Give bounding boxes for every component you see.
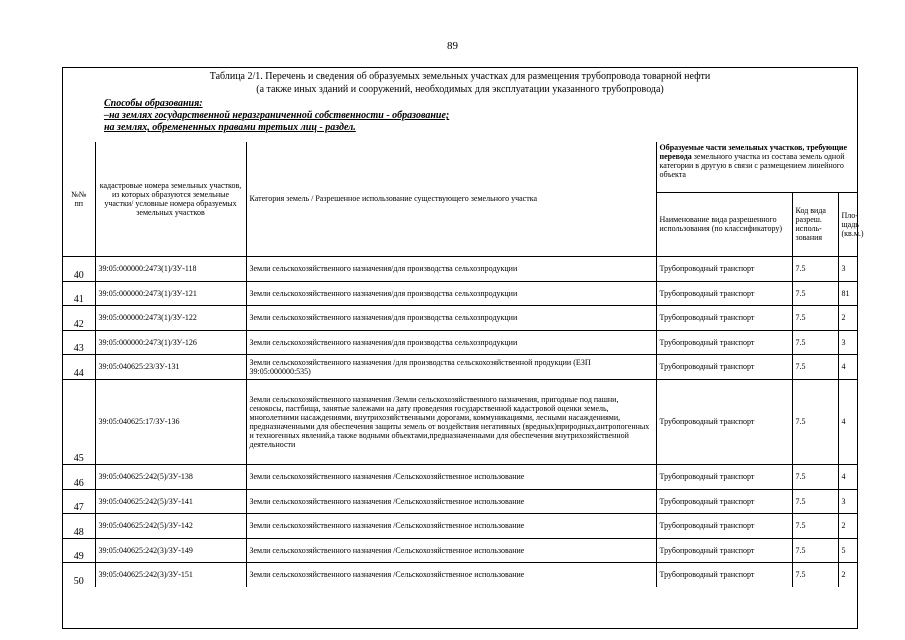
row-num: 44 <box>63 354 95 379</box>
methods-line-2: на землях, обремененных правами третьих лиц - раздел. <box>104 122 356 133</box>
row-num: 41 <box>63 281 95 305</box>
row-use-name: Трубопроводный транспорт <box>656 464 792 489</box>
table-title: Таблица 2/1. Перечень и сведения об образуемых земельных участках для размещения трубопровода товарной нефти <box>209 71 711 82</box>
row-use-name: Трубопроводный транспорт <box>656 281 792 305</box>
row-use-code: 7.5 <box>792 489 838 513</box>
row-category: Земли сельскохозяйственного назначения /Сельскохозяйственное использование <box>246 538 656 562</box>
row-area: 2 <box>838 562 857 587</box>
row-use-code: 7.5 <box>792 464 838 489</box>
table-row <box>63 513 857 538</box>
row-area: 3 <box>838 330 857 354</box>
row-num: 43 <box>63 330 95 354</box>
row-num: 45 <box>63 379 95 464</box>
table-row <box>63 256 857 281</box>
header-use-code: Код вида разреш. исполь-зования <box>792 192 838 256</box>
page-number: 89 <box>447 40 458 52</box>
row-area: 81 <box>838 281 857 305</box>
row-use-code: 7.5 <box>792 379 838 464</box>
row-category: Земли сельскохозяйственного назначения /Сельскохозяйственное использование <box>246 513 656 538</box>
land-plots-table <box>63 142 864 587</box>
row-use-name: Трубопроводный транспорт <box>656 489 792 513</box>
row-cadastral: 39:05:040625:242(5)/ЗУ-141 <box>95 489 246 513</box>
row-num: 49 <box>63 538 95 562</box>
header-use-name: Наименование вида разрешенного использования (по классификатору) <box>656 192 792 256</box>
row-category: Земли сельскохозяйственного назначения /Земли сельскохозяйственного назначения, пригодные под пашни, сенокосы, пастбища, занятые залежами на дату проведения государственной кадастровой оценки земель, многолетними насаждениями, внутрихозяйственными дорогами, коммуникациями, лесными насаждениями, предназначенными для обеспечения защиты земель от воздействия негативных (вредных)природных,антропогенных и техногенных явлений,а также водными объектами,предназначенными для обеспечения внутрихозяйственной деятельности <box>246 379 656 464</box>
row-num: 50 <box>63 562 95 587</box>
row-cadastral: 39:05:040625:242(5)/ЗУ-142 <box>95 513 246 538</box>
header-parts-rest: земельного участка из состава земель одной категории в другую в связи с размещением линейного объекта <box>659 152 845 179</box>
row-category: Земли сельскохозяйственного назначения /Сельскохозяйственное использование <box>246 489 656 513</box>
row-area: 4 <box>838 354 857 379</box>
table-row <box>63 489 857 513</box>
row-cadastral: 39:05:040625:242(5)/ЗУ-138 <box>95 464 246 489</box>
row-cadastral: 39:05:000000:2473(1)/ЗУ-118 <box>95 256 246 281</box>
methods-line-1: –на землях государственной неразграниченной собственности - образование; <box>104 110 450 121</box>
row-cadastral: 39:05:040625:17/ЗУ-136 <box>95 379 246 464</box>
row-use-code: 7.5 <box>792 281 838 305</box>
row-use-code: 7.5 <box>792 330 838 354</box>
row-use-name: Трубопроводный транспорт <box>656 538 792 562</box>
row-use-name: Трубопроводный транспорт <box>656 256 792 281</box>
table-frame <box>62 67 864 629</box>
header-row <box>63 142 857 192</box>
row-area: 3 <box>838 489 857 513</box>
row-category: Земли сельскохозяйственного назначения/для производства сельхозпродукции <box>246 281 656 305</box>
row-area: 2 <box>838 305 857 330</box>
header-parts-bold: Образуемые части земельных участков, требующие перевода <box>659 143 848 161</box>
row-cadastral: 39:05:040625:23/ЗУ-131 <box>95 354 246 379</box>
row-category: Земли сельскохозяйственного назначения /Сельскохозяйственное использование <box>246 562 656 587</box>
row-use-name: Трубопроводный транспорт <box>656 379 792 464</box>
table-row <box>63 281 857 305</box>
formation-methods <box>104 98 449 134</box>
methods-heading: Способы образования: <box>104 98 203 109</box>
row-use-code: 7.5 <box>792 538 838 562</box>
table-subtitle: (а также иных зданий и сооружений, необходимых для эксплуатации указанного трубопровода) <box>256 84 664 95</box>
header-cadastral: кадастровые номера земельных участков, из которых образуются земельные участки/ условные номера образуемых земельных участков <box>95 142 246 256</box>
row-num: 46 <box>63 464 95 489</box>
row-area: 2 <box>838 513 857 538</box>
row-area: 5 <box>838 538 857 562</box>
row-use-code: 7.5 <box>792 562 838 587</box>
table-row <box>63 330 857 354</box>
header-num: №№ пп <box>63 142 95 256</box>
row-cadastral: 39:05:040625:242(3)/ЗУ-149 <box>95 538 246 562</box>
row-use-name: Трубопроводный транспорт <box>656 305 792 330</box>
row-category: Земли сельскохозяйственного назначения /для производства сельскохозяйственной продукции (ЕЗП 39:05:000000:535) <box>246 354 656 379</box>
row-use-code: 7.5 <box>792 256 838 281</box>
row-use-code: 7.5 <box>792 354 838 379</box>
table-row <box>63 354 857 379</box>
row-num: 40 <box>63 256 95 281</box>
table-row <box>63 305 857 330</box>
header-parts <box>656 142 857 192</box>
row-cadastral: 39:05:000000:2473(1)/ЗУ-126 <box>95 330 246 354</box>
table-row <box>63 538 857 562</box>
row-cadastral: 39:05:040625:242(3)/ЗУ-151 <box>95 562 246 587</box>
row-use-code: 7.5 <box>792 305 838 330</box>
row-use-code: 7.5 <box>792 513 838 538</box>
row-use-name: Трубопроводный транспорт <box>656 562 792 587</box>
row-area: 4 <box>838 379 857 464</box>
row-num: 42 <box>63 305 95 330</box>
table-row <box>63 464 857 489</box>
row-category: Земли сельскохозяйственного назначения/для производства сельхозпродукции <box>246 256 656 281</box>
header-category: Категория земель / Разрешенное использование существующего земельного участка <box>246 142 656 256</box>
table-row <box>63 562 857 587</box>
row-use-name: Трубопроводный транспорт <box>656 330 792 354</box>
row-area: 3 <box>838 256 857 281</box>
row-category: Земли сельскохозяйственного назначения/для производства сельхозпродукции <box>246 330 656 354</box>
row-area: 4 <box>838 464 857 489</box>
row-cadastral: 39:05:000000:2473(1)/ЗУ-121 <box>95 281 246 305</box>
row-category: Земли сельскохозяйственного назначения/для производства сельхозпродукции <box>246 305 656 330</box>
row-cadastral: 39:05:000000:2473(1)/ЗУ-122 <box>95 305 246 330</box>
row-category: Земли сельскохозяйственного назначения /Сельскохозяйственное использование <box>246 464 656 489</box>
row-num: 47 <box>63 489 95 513</box>
table-row <box>63 379 857 464</box>
header-area: Пло-щадь (кв.м.) <box>838 192 857 256</box>
row-num: 48 <box>63 513 95 538</box>
row-use-name: Трубопроводный транспорт <box>656 354 792 379</box>
row-use-name: Трубопроводный транспорт <box>656 513 792 538</box>
